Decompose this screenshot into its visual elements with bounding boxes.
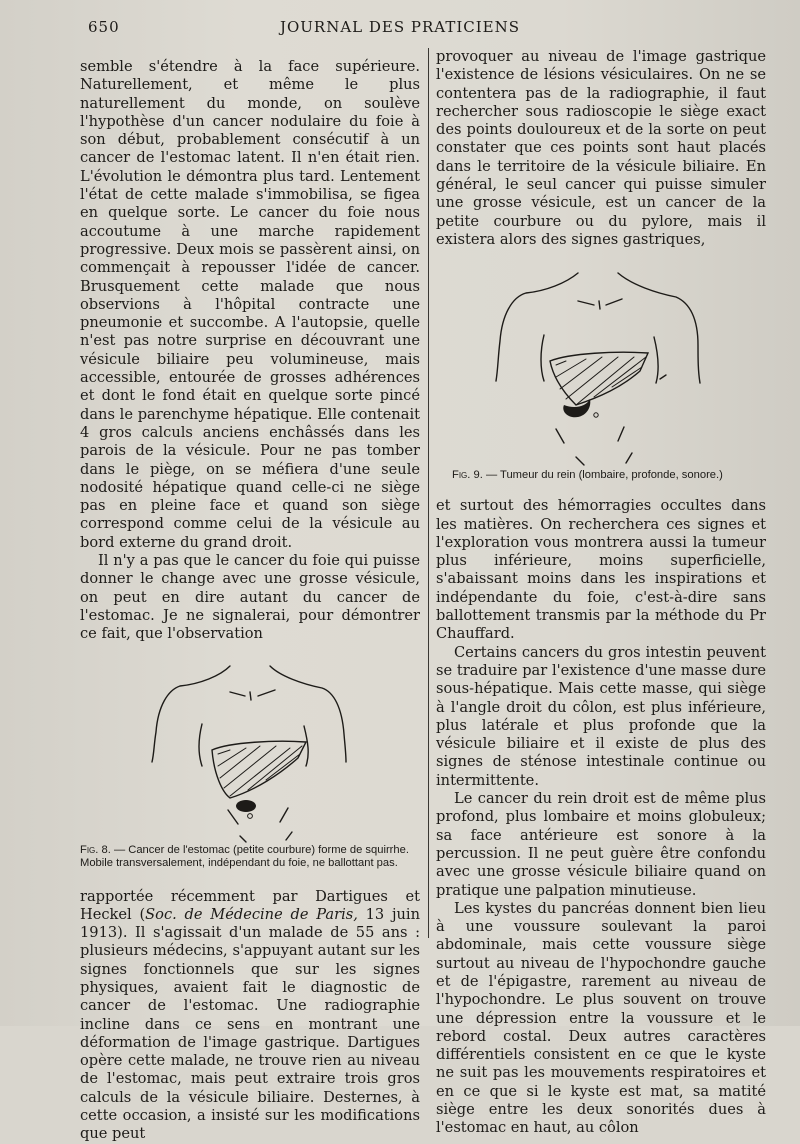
left-paragraph-2: Il n'y a pas que le cancer du foie qui puisse donner le change avec une grosse vésicule, on peut en dire autant du cancer de l'estomac. Je ne signalerai, pour démontrer ce fait, que l'observation [80, 552, 420, 643]
figure-8-label: Fig. 8. [80, 843, 111, 856]
figure-8 [80, 654, 420, 882]
figure-9-drawing [436, 259, 766, 469]
figure-8-drawing [80, 654, 420, 844]
right-paragraph-5: Les kystes du pancréas donnent bien lieu à une voussure soulevant la paroi abdominale, mais cette voussure siège surtout au niveau de l'hypochondre gauche et de l'épigastre, rarement au niveau de l'hypochondre. Le plus souvent on trouve une dépression entre la voussure et le rebord costal. Deux autres caractères différentiels consistent en ce que le kyste ne suit pas les mouvements respiratoires et en ce que si le kyste est mat, sa matité siège entre les deux sonorités dues à l'estomac en haut, au côlon [436, 899, 766, 1137]
running-header [0, 18, 800, 42]
page-number: 650 [88, 18, 120, 36]
left-paragraph-3-italic: Soc. de Médecine de Paris, [145, 905, 358, 923]
right-paragraph-4: Le cancer du rein droit est de même plus profond, plus lombaire et moins globuleux; sa face antérieure est sonore à la percussion. Il ne peut guère être confondu avec une grosse vésicule biliaire quand on pratique une palpation minutieuse. [436, 790, 766, 899]
figure-8-caption [80, 844, 420, 872]
figure-9 [436, 259, 766, 491]
tumour-mark [236, 800, 256, 812]
right-column [436, 48, 766, 1138]
left-paragraph-3-b: 13 juin 1913). Il s'agissait d'un malade de 55 ans : plusieurs médecins, s'appuyant autant sur les signes fonctionnels que sur les signes physiques, avaient fait le diagnostic de cancer de l'estomac. Une radiographie incline dans ce sens en montrant une déformation de l'image gastrique. Dartigues opère cette malade, ne trouve rien au niveau de l'estomac, mais peut extraire trois gros calculs de la vésicule biliaire. Desternes, à cette occasion, a insisté sur les modifications que peut [80, 905, 420, 1143]
figure-9-label: Fig. 9. [452, 469, 483, 482]
left-paragraph-3 [80, 888, 420, 1144]
right-paragraph-3: Certains cancers du gros intestin peuvent se traduire par l'existence d'une masse dure sous-hépatique. Mais cette masse, qui siège à l'angle droit du côlon, est plus inférieure, plus latérale et plus profonde que la vésicule biliaire et il existe de plus des signes de sténose intestinale continue ou intermittente. [436, 643, 766, 789]
left-paragraph-3-a: rapportée récemment par Dartigues et Heckel ( [80, 887, 420, 923]
left-column [80, 58, 420, 1144]
column-divider [428, 48, 429, 938]
left-paragraph-1: semble s'étendre à la face supérieure. Naturellement, et même le plus naturellement du monde, on soulève l'hypothèse d'un cancer nodulaire du foie à son début, probablement consécutif à un cancer de l'estomac latent. Il n'en était rien. L'évolution le démontra plus tard. Lentement l'état de cette malade s'immobilisa, se figea en quelque sorte. Le cancer du foie nous accoutume à une marche rapidement progressive. Deux mois se passèrent ainsi, on commençait à repousser l'idée de cancer. Brusquement cette malade que nous observions à l'hôpital contracte une pneumonie et succombe. A l'autopsie, quelle n'est pas notre surprise en découvrant une vésicule biliaire peu volumineuse, mais accessible, entourée de grosses adhérences et dont le fond était en quelque sorte pincé dans le parenchyme hépatique. Elle contenait 4 gros calculs anciens enchâssés dans les parois de la vésicule. Pour ne pas tomber dans le piège, on se méfiera d'une seule nodosité hépatique quand celle-ci ne siège pas en pleine face et quand son siège correspond comme celui de la vésicule au bord externe du grand droit. [80, 58, 420, 551]
figure-9-caption-text: — Tumeur du rein (lombaire, profonde, sonore.) [485, 469, 723, 482]
figure-8-caption-text: — Cancer de l'estomac (petite courbure) forme de squirrhe. Mobile transversalement, indépendant du foie, ne ballottant pas. [80, 843, 409, 870]
figure-9-caption [436, 469, 766, 483]
right-paragraph-1: provoquer au niveau de l'image gastrique l'existence de lésions vésiculaires. On ne se contentera pas de la radiographie, il faut rechercher sous radioscopie le siège exact des points douloureux et de la sorte on peut constater que ces points sont haut placés dans le territoire de la vésicule biliaire. En général, le seul cancer qui puisse simuler une grosse vésicule, est un cancer de la petite courbure ou du pylore, mais il existera alors des signes gastriques, [436, 48, 766, 248]
journal-title: JOURNAL DES PRATICIENS [279, 18, 521, 36]
right-paragraph-2: et surtout des hémorragies occultes dans les matières. On recherchera ces signes et l'exploration vous montrera aussi la tumeur plus inférieure, moins superficielle, s'abaissant moins dans les inspirations et indépendante du foie, c'est-à-dire sans ballottement transmis par la méthode du Pr Chauffard. [436, 497, 766, 643]
